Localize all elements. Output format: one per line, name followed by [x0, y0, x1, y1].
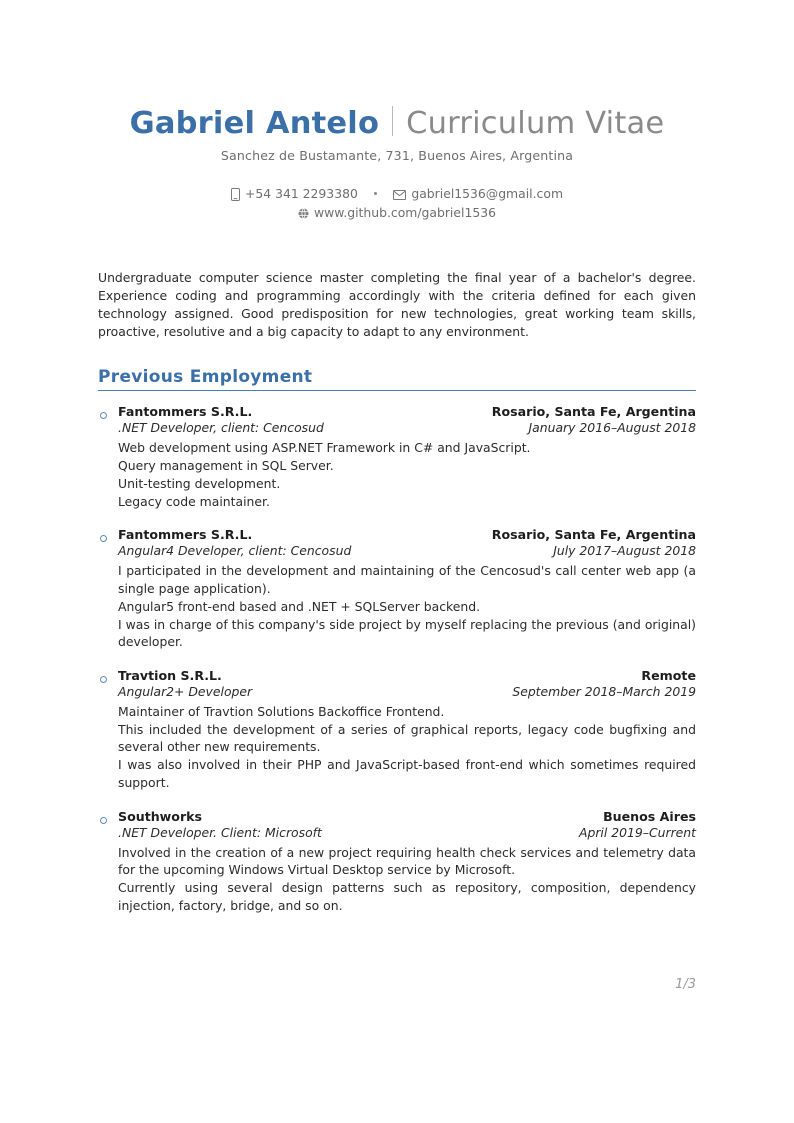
section-previous-employment	[98, 367, 696, 914]
description-line: I was in charge of this company's side project by myself replacing the previous (and original) developer.	[118, 616, 696, 650]
entry-header	[118, 527, 696, 542]
entry-dates: January 2016–August 2018	[528, 420, 696, 436]
email-item	[393, 184, 563, 203]
description-line: This included the development of a series of graphical reports, legacy code bugfixing and several other new requirements.	[118, 721, 696, 755]
entry-location: Rosario, Santa Fe, Argentina	[491, 404, 696, 420]
email-address: gabriel1536@gmail.com	[411, 186, 564, 202]
employment-entry	[98, 668, 696, 792]
entry-bullet-icon	[100, 817, 107, 824]
envelope-icon	[393, 190, 406, 200]
entry-header	[118, 404, 696, 419]
name-title-line	[0, 103, 794, 140]
entry-bullet-icon	[100, 535, 107, 542]
employment-entry	[98, 404, 696, 510]
document-title: Curriculum Vitae	[406, 106, 665, 141]
entry-location: Rosario, Santa Fe, Argentina	[491, 527, 696, 543]
summary-paragraph: Undergraduate computer science master completing the final year of a bachelor's degree. Experience coding and programming accordingly with the criteria defined for each given technology assigned. Good predisposition for new technologies, great working team skills, proactive, resolutive and a big capacity to adapt to any environment.	[98, 270, 696, 340]
description-line: I was also involved in their PHP and JavaScript-based front-end which sometimes required support.	[118, 757, 696, 790]
entry-subheader	[118, 684, 696, 699]
phone-number: +54 341 2293380	[244, 186, 358, 202]
globe-icon	[298, 208, 309, 219]
entry-role: .NET Developer. Client: Microsoft	[118, 824, 322, 840]
description-line: Angular5 front-end based and .NET + SQLServer backend.	[118, 598, 481, 614]
contact-row-primary	[0, 184, 794, 203]
entry-organization: Travtion S.R.L.	[118, 668, 222, 683]
mobile-phone-icon	[231, 188, 240, 201]
contact-separator-dot	[374, 192, 378, 196]
phone-item	[231, 184, 358, 203]
entry-location: Remote	[641, 668, 696, 683]
entry-description	[118, 439, 696, 510]
page-number: 1/3	[675, 977, 696, 992]
entry-subheader	[118, 420, 696, 435]
description-line: Legacy code maintainer.	[118, 493, 270, 509]
description-line: Maintainer of Travtion Solutions Backoffice Frontend.	[118, 704, 445, 719]
entry-description	[118, 562, 696, 651]
description-line: Query management in SQL Server.	[118, 458, 334, 474]
entry-header	[118, 809, 696, 824]
description-line: I participated in the development and maintaining of the Cencosud's call center web app (a single page application).	[118, 563, 696, 597]
entry-organization: Southworks	[118, 808, 203, 824]
contact-block	[0, 184, 794, 222]
entry-dates: July 2017–August 2018	[553, 543, 696, 559]
entry-subheader	[118, 543, 696, 558]
employment-entry	[98, 527, 696, 651]
website-url: www.github.com/gabriel1536	[314, 205, 496, 221]
title-divider	[392, 106, 393, 136]
entry-location: Buenos Aires	[603, 808, 696, 824]
candidate-name: Gabriel Antelo	[129, 106, 380, 141]
entry-description	[118, 703, 696, 792]
employment-entries	[98, 404, 696, 914]
employment-entry	[98, 809, 696, 915]
entry-organization: Fantommers S.R.L.	[118, 527, 253, 543]
section-title: Previous Employment	[98, 367, 313, 388]
website-item	[298, 203, 496, 222]
entry-organization: Fantommers S.R.L.	[118, 404, 253, 420]
entry-dates: April 2019–Current	[578, 824, 696, 840]
description-line: Involved in the creation of a new project requiring health check services and telemetry data for the upcoming Windows Virtual Desktop service by Microsoft.	[118, 844, 696, 878]
section-rule	[98, 390, 696, 391]
address-line: Sanchez de Bustamante, 731, Buenos Aires, Argentina	[220, 148, 574, 164]
contact-row-secondary	[0, 203, 794, 222]
cv-header	[0, 103, 794, 163]
entry-role: Angular2+ Developer	[118, 684, 253, 699]
entry-header	[118, 668, 696, 683]
description-line: Web development using ASP.NET Framework in C# and JavaScript.	[118, 440, 531, 456]
description-line: Unit-testing development.	[118, 475, 281, 491]
entry-dates: September 2018–March 2019	[512, 684, 696, 699]
entry-bullet-icon	[100, 412, 107, 419]
entry-subheader	[118, 825, 696, 840]
entry-role: .NET Developer, client: Cencosud	[118, 420, 324, 436]
entry-bullet-icon	[100, 676, 107, 683]
entry-description	[118, 844, 696, 915]
description-line: Currently using several design patterns such as repository, composition, dependency injection, factory, bridge, and so on.	[118, 880, 696, 913]
entry-role: Angular4 Developer, client: Cencosud	[118, 543, 352, 559]
